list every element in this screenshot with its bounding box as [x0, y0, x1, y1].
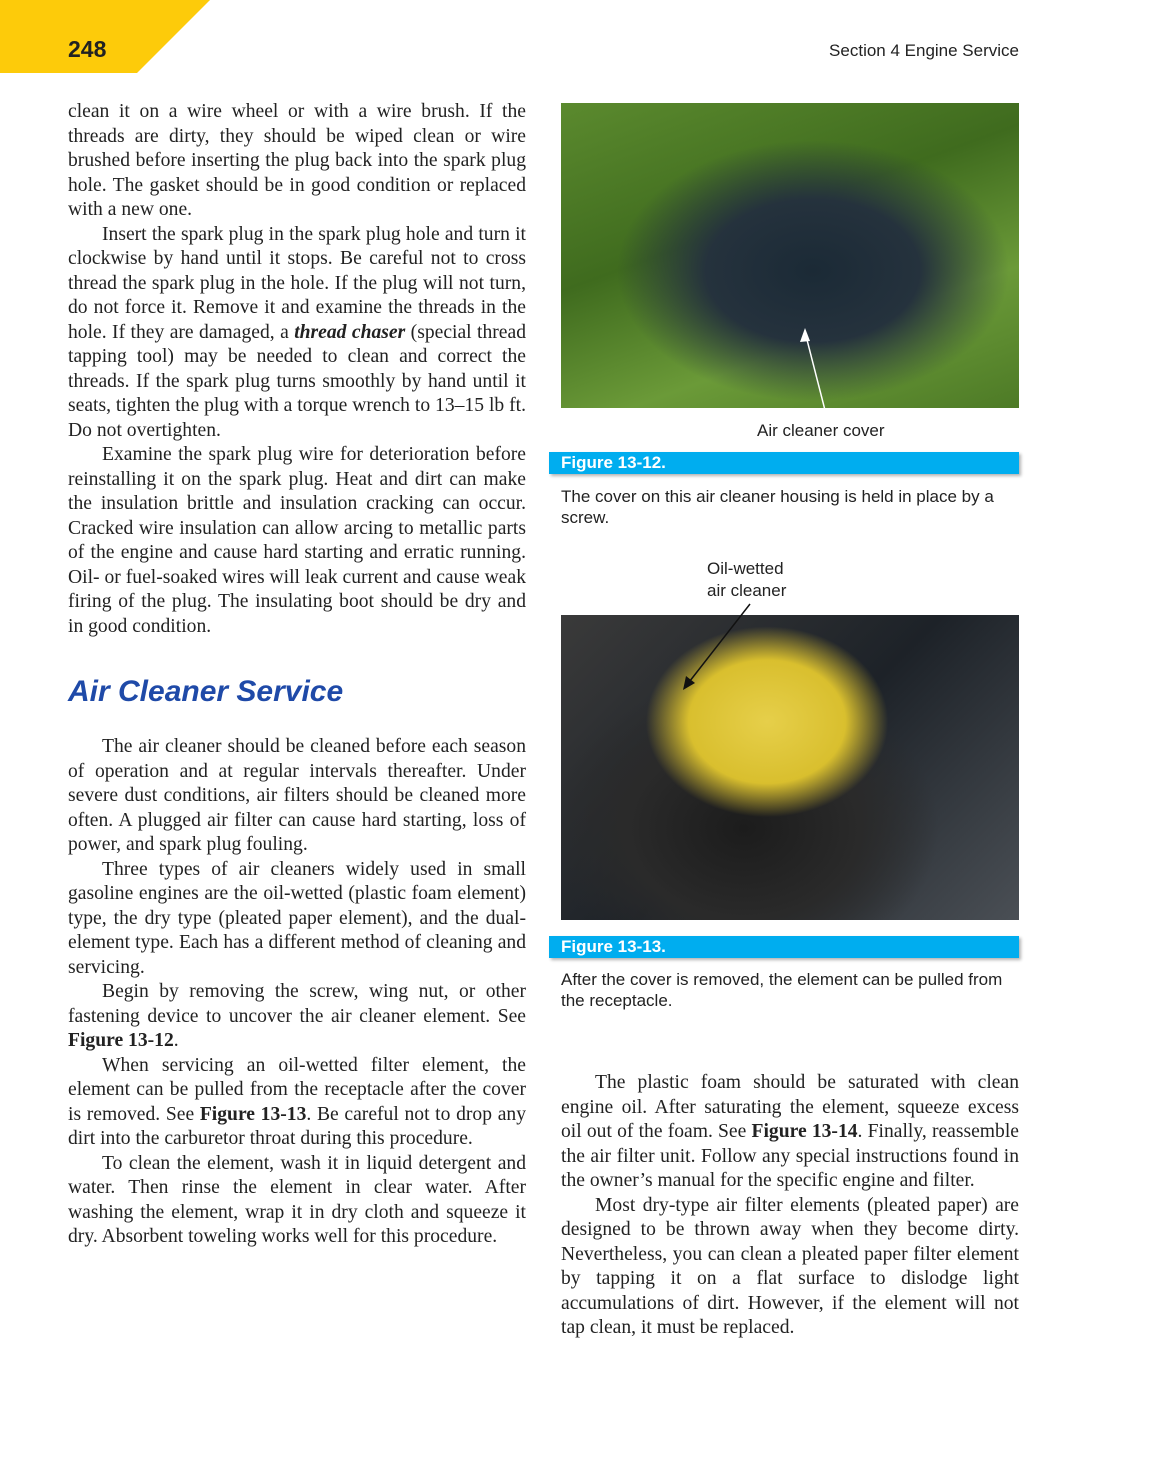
text: When servicing an oil-wetted filter element, the element can be pulled from the receptacle after the cover is removed. See [68, 1054, 526, 1125]
paragraph: To clean the element, wash it in liquid detergent and water. Then rinse the element in clear water. After washing the element, wrap it in dry cloth and squeeze it dry. Absorbent toweling works well for this procedure. [68, 1152, 526, 1247]
callout-line: Oil-wetted [707, 559, 784, 578]
figure-label: Figure 13-12. [549, 452, 1019, 474]
right-column [561, 1071, 1019, 1341]
text: The plastic foam should be saturated with clean engine oil. After saturating the element, squeeze excess oil out of the foam. See [561, 1072, 1019, 1142]
paragraph: Most dry-type air filter elements (pleated paper) are designed to be thrown away when they become dirty. Nevertheless, you can clean a pleated paper filter element by tapping it on a flat surface to dislodge light accumulations of dirt. However, if the element will not tap clean, it must be replaced. [561, 1194, 1019, 1338]
paragraph [561, 1071, 1019, 1194]
text: . [173, 1030, 179, 1051]
text: . Be careful not to drop any dirt into the carburetor throat during this procedure. [68, 1103, 526, 1149]
figure-reference: Figure 13-12 [68, 1030, 174, 1051]
text: . Finally, reassemble the air filter unit. Follow any special instructions found in the owner’s manual for the specific engine and filter. [561, 1121, 1019, 1191]
callout-line: air cleaner [707, 581, 787, 600]
figure-reference: Figure 13-14 [751, 1121, 858, 1142]
paragraph: Three types of air cleaners widely used in small gasoline engines are the oil-wetted (plastic foam element) type, the dry type (pleated paper element), and the dual-element type. Each has a different method of cleaning and servicing. [68, 858, 526, 978]
section-heading: Air Cleaner Service [68, 675, 344, 708]
paragraph: clean it on a wire wheel or with a wire brush. If the threads are dirty, they should be wiped clean or wire brushed before inserting the plug back into the spark plug hole. The gasket should be in good condition or replaced with a new one. [68, 101, 526, 220]
figure-caption: After the cover is removed, the element can be pulled from the receptacle. [561, 970, 1003, 1010]
text: (special thread tapping tool) may be needed to clean and correct the threads. If the spark plug turns smoothly by hand until it seats, tighten the plug with a torque wrench to 13–15 lb ft. Do not overtighten. [68, 321, 526, 441]
figure-caption: The cover on this air cleaner housing is held in place by a screw. [561, 487, 994, 527]
key-term: thread chaser [294, 321, 406, 343]
paragraph: The air cleaner should be cleaned before each season of operation and at regular intervals thereafter. Under severe dust conditions, air filters should be cleaned more often. A plugged air filter can cause hard starting, loss of power, and spark plug fouling. [68, 736, 526, 855]
figure-label: Figure 13-13. [549, 936, 1019, 958]
text: Begin by removing the screw, wing nut, or other fastening device to uncover the air cleaner element. See [68, 981, 526, 1027]
paragraph: Examine the spark plug wire for deterioration before reinstalling it on the spark plug. Heat and dirt can make the insulation brittle and insulation cracking can occur. Cracked wire insulation can allow arcing to metallic parts of the engine and cause hard starting and erratic running. Oil- or fuel-soaked wires will leak current and cause weak firing of the plug. The insulating boot should be dry and in good condition. [68, 444, 526, 637]
section-title: Section 4 Engine Service [829, 41, 1019, 60]
page-number: 248 [68, 36, 107, 62]
callout-air-cleaner-cover: Air cleaner cover [757, 421, 885, 440]
text: Insert the spark plug in the spark plug hole and turn it clockwise by hand until it stops. Be careful not to cross thread the spark plug in the hole. If the plug will not turn, do not force it. Remove it and examine the threads in the hole. If they are damaged, a [68, 223, 526, 343]
figure-reference: Figure 13-13 [199, 1103, 307, 1125]
